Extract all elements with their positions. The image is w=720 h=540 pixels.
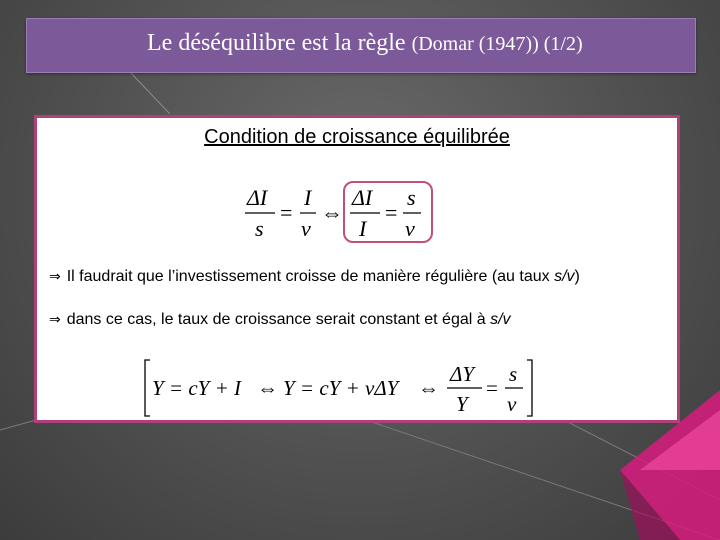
eq2-part1: Y = cY + I: [152, 376, 242, 400]
eq2-iff-symbol-2: ⇔: [418, 376, 439, 400]
decor-line: [130, 72, 170, 114]
eq1-frac2-den: v: [301, 216, 311, 241]
equation-balanced-growth: [237, 178, 457, 244]
slide-title: [147, 30, 583, 57]
eq2-frac2-num: s: [509, 362, 518, 386]
eq1-frac4-num: s: [407, 185, 416, 210]
equation-growth-rate: [142, 356, 537, 420]
eq1-frac3-num: ΔI: [352, 185, 373, 210]
eq1-frac2-num: I: [304, 185, 312, 210]
bracket-right: [527, 360, 532, 416]
eq1-equals-2: =: [385, 200, 398, 225]
eq1-frac1-num: ΔI: [247, 185, 268, 210]
bullet-item: ⇒ Il faudrait que l’investissement croisse de manière régulière (au taux s/v): [49, 268, 580, 285]
eq2-frac1-den: Y: [456, 392, 468, 416]
implies-icon: ⇒: [49, 269, 61, 285]
box-heading: Condition de croissance équilibrée: [204, 126, 510, 148]
title-bar: [26, 18, 696, 73]
bullet-item: ⇒ dans ce cas, le taux de croissance serait constant et égal à s/v: [49, 311, 511, 328]
eq2-frac1-num: ΔY: [450, 362, 475, 386]
eq1-frac1-den: s: [255, 216, 264, 241]
eq1-iff-symbol: ⇔: [321, 200, 343, 225]
title-sub: (Domar (1947)) (1/2): [411, 33, 583, 55]
eq2-frac2-den: v: [507, 392, 517, 416]
eq1-frac4-den: v: [405, 216, 415, 241]
eq2-equals: =: [486, 376, 498, 400]
eq2-iff-symbol: ⇔: [257, 376, 278, 400]
eq2-part2: Y = cY + vΔY: [283, 376, 399, 400]
title-main: Le déséquilibre est la règle: [147, 30, 412, 56]
bracket-left: [145, 360, 150, 416]
eq1-equals: =: [280, 200, 293, 225]
decor-line: [0, 420, 36, 430]
implies-icon: ⇒: [49, 312, 61, 328]
eq1-frac3-den: I: [359, 216, 367, 241]
content-box: [34, 115, 680, 423]
